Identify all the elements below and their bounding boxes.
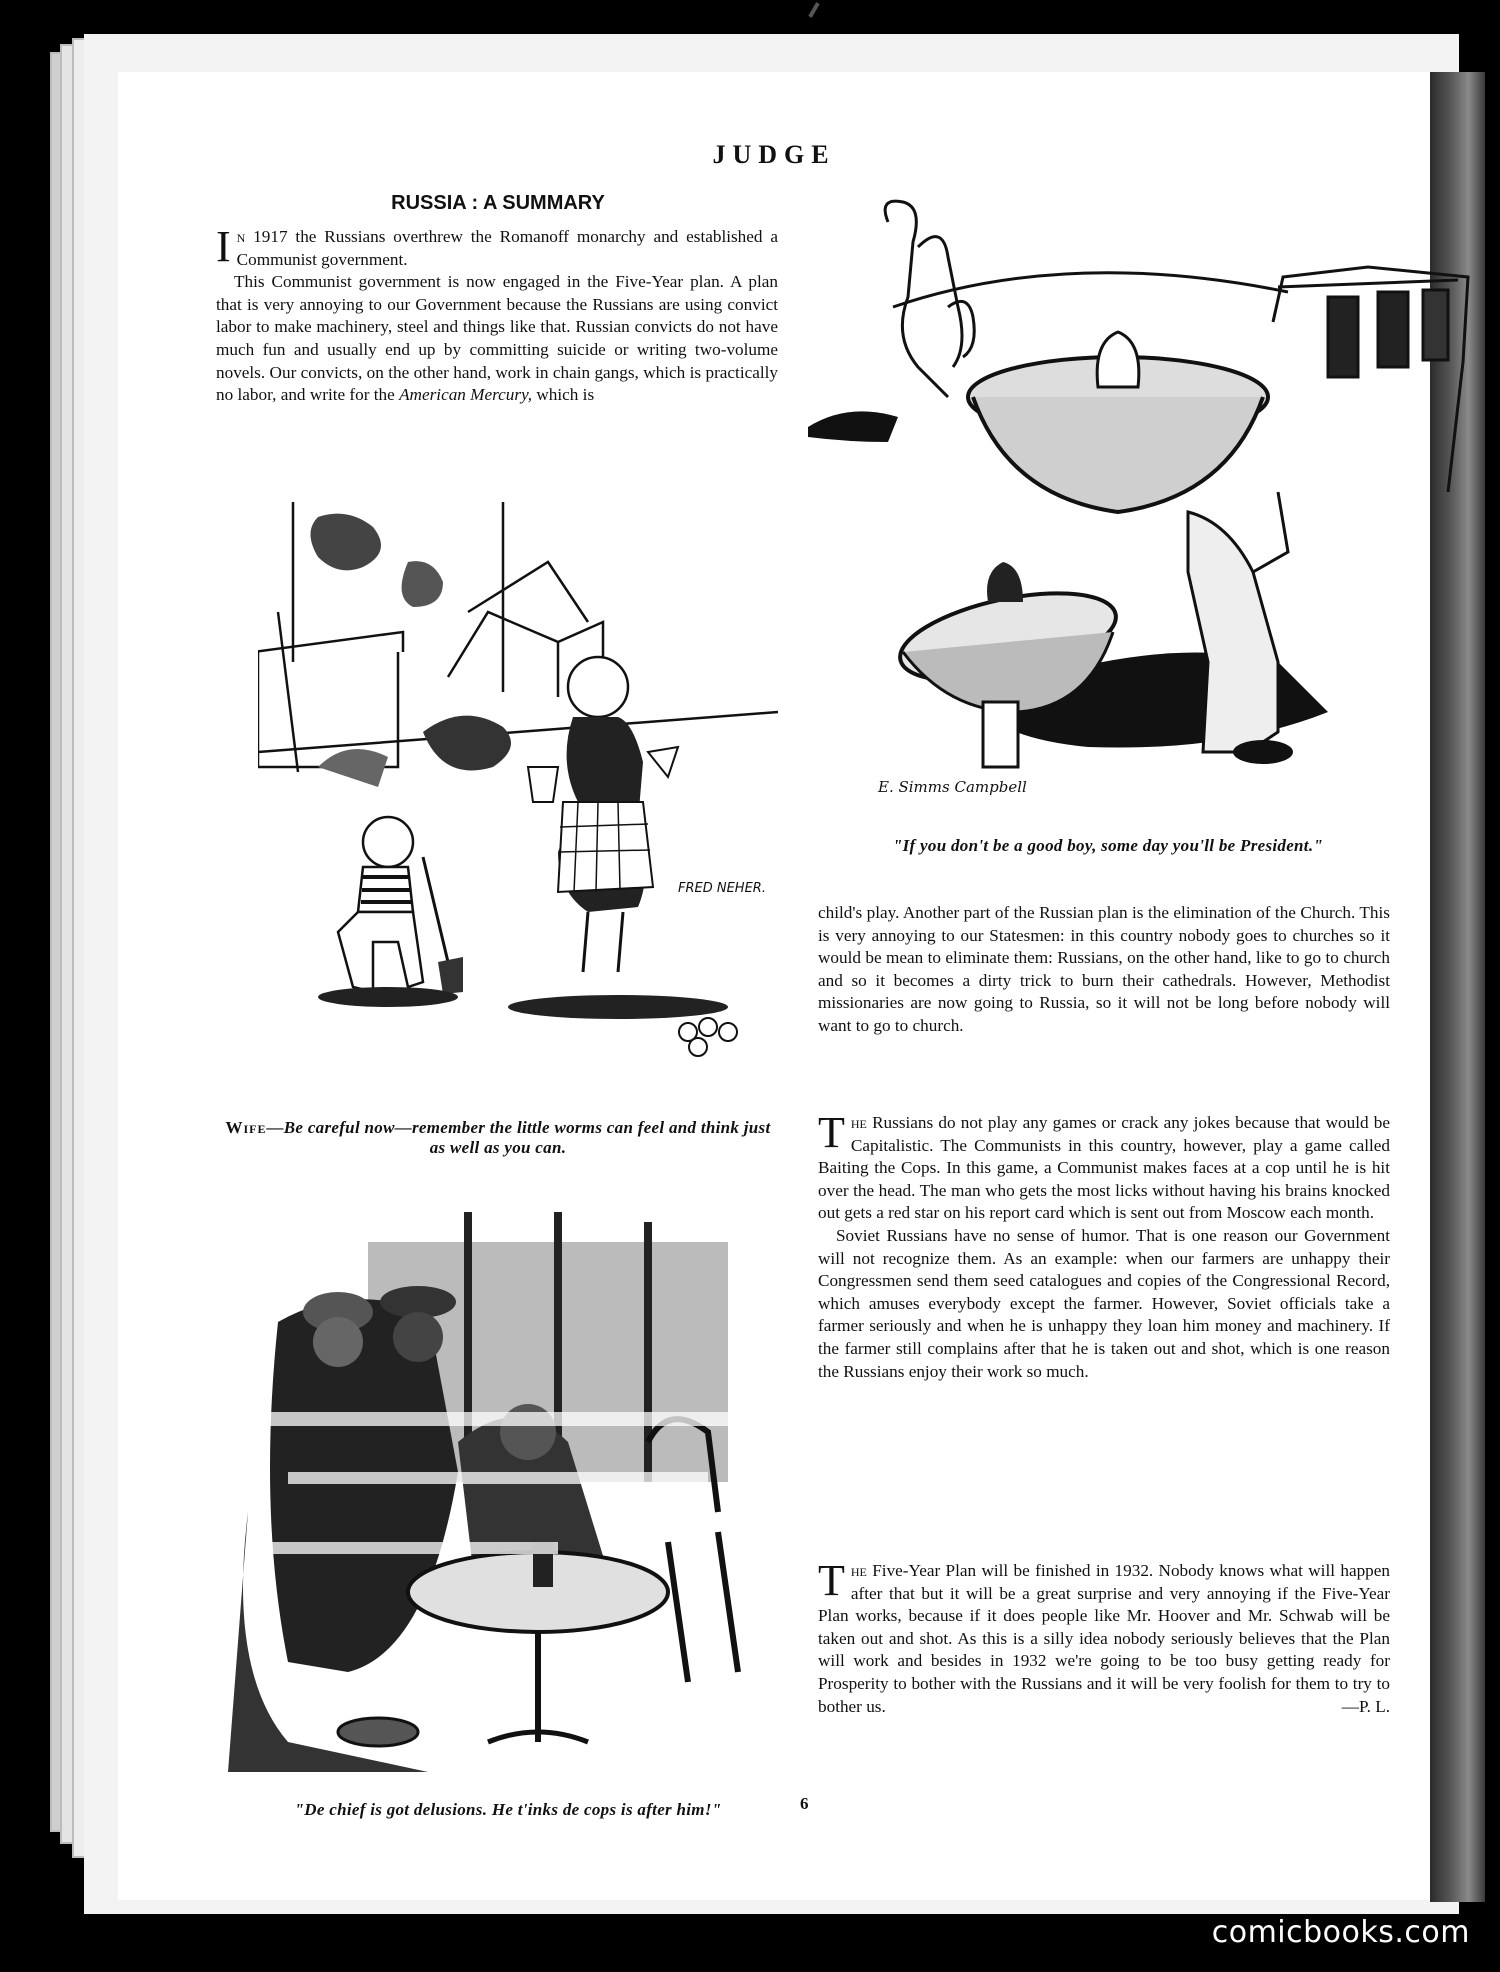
article-column-intro [216,222,778,407]
cartoon-garden-illustration [258,502,778,1082]
paragraph-2: This Communist government is now engaged in the Five-Year plan. A plan that is very annoying to our Government because the Russians are using convict labor to make machinery, steel and things like that. Russian convicts do not have much fun and usually end up by committing suicide or writing two-volume novels. Our convicts, on the other hand, work in chain gangs, which is practically no labor, and write for the American Mercury, which is [216,272,778,405]
cartoon-sombrero-illustration [808,192,1498,832]
paragraph-1: In 1917 the Russians overthrew the Romanoff monarchy and established a Communist government. [216,222,778,271]
magazine-name: American Mercury, [399,385,533,405]
caption-president: "If you don't be a good boy, some day you'll be President." [892,836,1324,855]
caption-worms: Wife—Be careful now—remember the little worms can feel and think just as well as you can. [225,1118,771,1157]
cartoon-gangsters-illustration [228,1212,788,1792]
page-number: 6 [800,1794,809,1813]
caption-speaker: Wife [225,1118,267,1137]
paragraph-6: The Five-Year Plan will be finished in 1932. Nobody knows what will happen after that but it will be a great surprise and very annoying if the Five-Year Plan works, because if it does people like Mr. Hoover and Mr. Schwab will be taken out and shot. As this is a silly idea nobody seriously believes that the Plan will work and besides in 1932 we're going to be too busy getting ready for Prosperity to bother with the Russians and it will be very foolish for them to try to bother us. —P. L. [818,1560,1390,1718]
article-column-five-year-plan [818,1556,1390,1718]
paragraph-5: Soviet Russians have no sense of humor. That is one reason our Government will not recognize them. As an example: when our farmers are unhappy their Congressmen send them seed catalogues and copies of the Congressional Record, which amuses everybody except the farmer. However, Soviet officials take a farmer seriously and when he is unhappy they loan him money and machinery. If the farmer still complains after that he is taken out and shot, which is one reason the Russians enjoy their work so much. [818,1225,1390,1381]
paragraph-4: The Russians do not play any games or crack any jokes because that would be Capitalistic. The Communists in this country, however, play a game called Baiting the Cops. In this game, a Communist makes faces at a cop until he is hit over the head. The man who gets the most licks without having his brains knocked out gets a red star on his report card which is sent out from Moscow each month. [818,1108,1390,1223]
magazine-page [118,72,1430,1900]
site-watermark: comicbooks.com [1211,1915,1470,1950]
scan-mark [808,2,819,18]
author-signature: —P. L. [1341,1696,1390,1716]
artist-signature-campbell: E. Simms Campbell [878,778,1027,796]
article-column-continued [818,902,1390,1038]
paragraph-3: child's play. Another part of the Russian plan is the elimination of the Church. This is very annoying to our Statesmen: in this country nobody goes to churches so it would be mean to eliminate them: Russians, on the other hand, like to go to church and so it becomes a dirty trick to burn their cathedrals. However, Methodist missionaries are now going to Russia, so it will not be long before nobody will want to go to church. [818,903,1390,1035]
running-head: JUDGE [712,140,836,169]
caption-delusions: "De chief is got delusions. He t'inks de cops is after him!" [294,1800,722,1819]
artist-signature-neher: FRED NEHER. [678,881,766,896]
article-title: RUSSIA : A SUMMARY [391,192,605,214]
article-column-jokes [818,1108,1390,1383]
